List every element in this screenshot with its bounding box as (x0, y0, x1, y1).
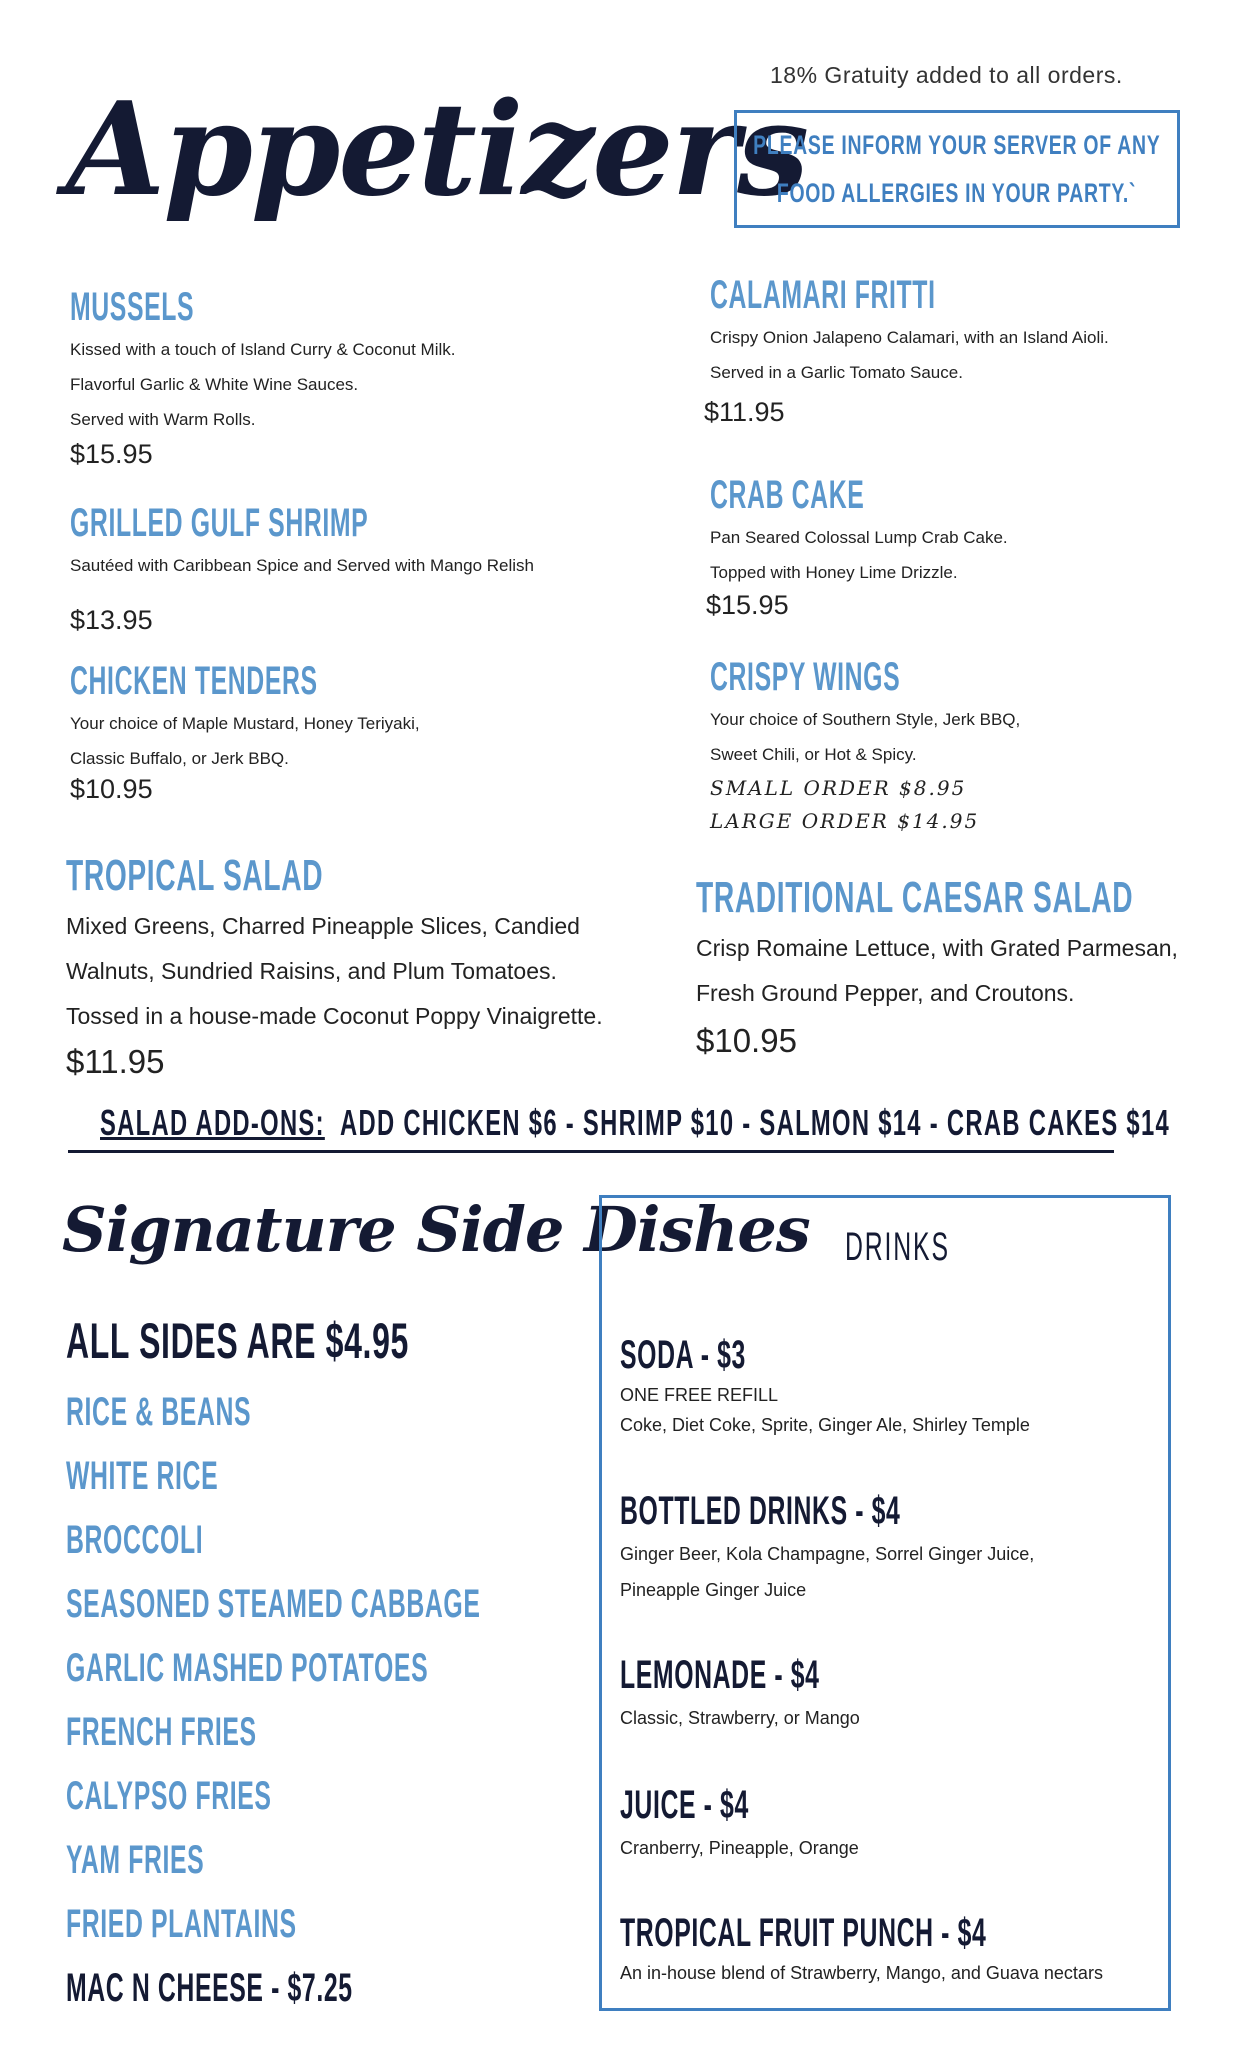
item-desc: Sweet Chili, or Hot & Spicy. (710, 745, 917, 764)
drink-name: LEMONADE - $4 (620, 1653, 820, 1697)
item-desc: Sautéed with Caribbean Spice and Served with Mango Relish (70, 556, 534, 575)
drink-desc: An in-house blend of Strawberry, Mango, and Guava nectars (620, 1963, 1103, 1983)
drink-bottled (620, 1486, 1072, 1608)
drink-name: BOTTLED DRINKS - $4 (620, 1489, 901, 1533)
item-desc: Served in a Garlic Tomato Sauce. (710, 363, 963, 382)
appetizers-title: Appetizers (66, 75, 808, 225)
item-name: MUSSELS (70, 285, 195, 329)
sides-title: Signature Side Dishes (62, 1193, 810, 1266)
drink-fruit-punch (620, 1908, 1211, 1988)
all-sides-price: ALL SIDES ARE $4.95 (66, 1313, 409, 1369)
item-desc: Pan Seared Colossal Lump Crab Cake. (710, 528, 1008, 547)
item-desc: Tossed in a house-made Coconut Poppy Vinaigrette. (66, 1003, 603, 1029)
item-price: $11.95 (704, 397, 785, 427)
item-desc: Crisp Romaine Lettuce, with Grated Parmesan, (696, 935, 1178, 961)
allergy-notice-line1: PLEASE INFORM YOUR SERVER OF ANY (753, 130, 1161, 160)
menu-item-crispy-wings (710, 652, 1020, 838)
drink-name: JUICE - $4 (620, 1783, 749, 1827)
item-name: CRAB CAKE (710, 473, 865, 517)
drink-desc: Pineapple Ginger Juice (620, 1580, 807, 1600)
menu-item-tropical-salad (66, 848, 603, 1085)
side-item: BROCCOLI (66, 1518, 204, 1562)
item-name: TROPICAL SALAD (66, 851, 324, 900)
menu-item-calamari-fritti (704, 270, 1109, 434)
drink-desc: Coke, Diet Coke, Sprite, Ginger Ale, Shirley Temple (620, 1415, 1030, 1435)
side-item: SEASONED STEAMED CABBAGE (66, 1582, 481, 1626)
large-order-price: LARGE ORDER $14.95 (710, 809, 980, 833)
drink-desc: Classic, Strawberry, or Mango (620, 1708, 860, 1728)
item-desc: Flavorful Garlic & White Wine Sauces. (70, 375, 359, 394)
salad-addons-text: ADD CHICKEN $6 - SHRIMP $10 - SALMON $14 - CRAB CAKES $14 (340, 1102, 1171, 1143)
section-divider (68, 1150, 1114, 1153)
item-name: CALAMARI FRITTI (710, 273, 936, 317)
allergy-notice-box (734, 110, 1180, 228)
item-desc: Your choice of Southern Style, Jerk BBQ, (710, 710, 1021, 729)
drink-juice (620, 1780, 859, 1866)
drink-desc: Ginger Beer, Kola Champagne, Sorrel Ginger Juice, (620, 1544, 1035, 1564)
item-price: $10.95 (70, 774, 153, 804)
side-item: GARLIC MASHED POTATOES (66, 1646, 429, 1690)
drink-soda (620, 1330, 1030, 1440)
menu-item-mussels (70, 282, 456, 471)
item-desc: Mixed Greens, Charred Pineapple Slices, Candied (66, 913, 580, 939)
salad-addons-label: SALAD ADD-ONS: (100, 1102, 325, 1143)
small-order-price: SMALL ORDER $8.95 (710, 776, 967, 800)
drinks-title: DRINKS (845, 1225, 950, 1269)
menu-item-crab-cake (706, 470, 1008, 620)
item-price: $15.95 (706, 590, 789, 620)
side-item: RICE & BEANS (66, 1390, 252, 1434)
item-desc: Classic Buffalo, or Jerk BBQ. (70, 749, 289, 768)
side-item: FRIED PLANTAINS (66, 1902, 297, 1946)
menu-item-grilled-gulf-shrimp (70, 498, 551, 637)
item-name: CHICKEN TENDERS (70, 659, 318, 703)
item-price: $11.95 (66, 1043, 165, 1080)
side-item: YAM FRIES (66, 1838, 205, 1882)
drink-lemonade (620, 1650, 942, 1736)
salad-addons (100, 1100, 1170, 1146)
item-desc: Kissed with a touch of Island Curry & Coconut Milk. (70, 340, 456, 359)
item-name: TRADITIONAL CAESAR SALAD (696, 873, 1134, 922)
drink-desc: ONE FREE REFILL (620, 1385, 779, 1405)
item-name: CRISPY WINGS (710, 655, 901, 699)
item-price: $15.95 (70, 439, 153, 469)
item-desc: Fresh Ground Pepper, and Croutons. (696, 980, 1075, 1006)
menu-item-caesar-salad (696, 870, 1243, 1066)
drink-name: SODA - $3 (620, 1333, 746, 1377)
item-name: GRILLED GULF SHRIMP (70, 501, 369, 545)
item-desc: Walnuts, Sundried Raisins, and Plum Tomatoes. (66, 958, 557, 984)
item-desc: Served with Warm Rolls. (70, 410, 256, 429)
gratuity-note: 18% Gratuity added to all orders. (770, 62, 1123, 88)
side-item: FRENCH FRIES (66, 1710, 257, 1754)
side-item: CALYPSO FRIES (66, 1774, 272, 1818)
menu-item-chicken-tenders (70, 656, 469, 802)
side-item-special: MAC N CHEESE - $7.25 (66, 1966, 353, 2010)
drink-name: TROPICAL FRUIT PUNCH - $4 (620, 1911, 987, 1955)
drink-desc: Cranberry, Pineapple, Orange (620, 1838, 859, 1858)
side-item: WHITE RICE (66, 1454, 219, 1498)
item-desc: Topped with Honey Lime Drizzle. (710, 563, 958, 582)
item-price: $13.95 (70, 605, 153, 635)
item-desc: Your choice of Maple Mustard, Honey Teriyaki, (70, 714, 420, 733)
allergy-notice-line2: FOOD ALLERGIES IN YOUR PARTY.` (777, 178, 1137, 208)
item-price: $10.95 (696, 1022, 797, 1059)
item-desc: Crispy Onion Jalapeno Calamari, with an Island Aioli. (710, 328, 1109, 347)
